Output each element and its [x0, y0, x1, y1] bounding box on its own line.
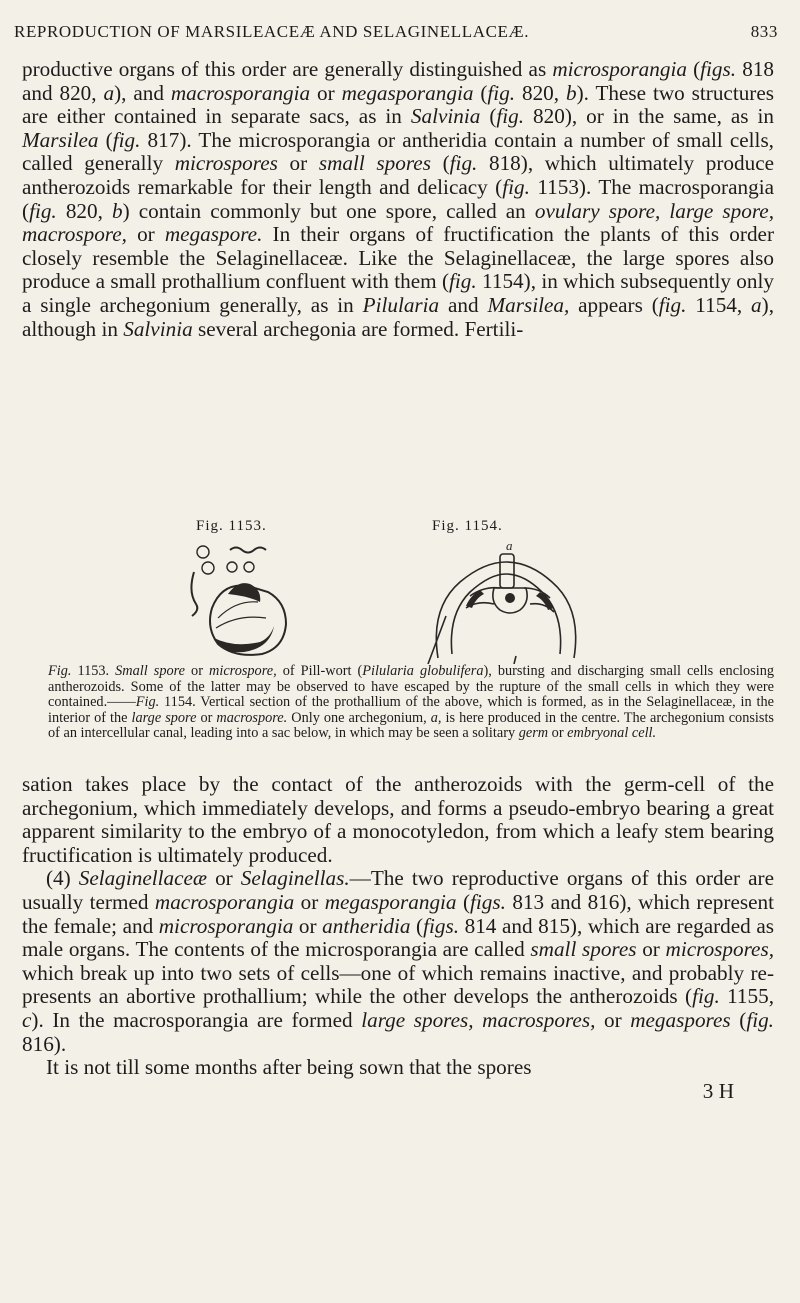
figure-1154-label: Fig. 1154.	[432, 518, 503, 534]
figure-caption: Fig. 1153. Small spore or microspore, of Pill-wort (Pilularia globulifera), bursting and discharging small cells enclosing antherozoids. Some of the latter may be observed to have escaped by the rupture of the small cells in which they were contained.——Fig. 1154. Vertical section of the prothallium of the above, which is formed, as in the Selaginellaceæ, in the interior of the large spore or macrospore. Only one archegonium, a, is here produced in the centre. The archegonium consists of an intercellular canal, leading into a sac below, in which may be seen a solitary germ or embryonal cell.	[48, 663, 774, 742]
microspore-illustration	[191, 546, 286, 655]
paragraph-marsileaceae: productive organs of this order are generally distinguished as microsporangia (figs. 818 and 820, a), and macrosporangia or megasporangia (fig. 820, b). These two structures are either contained in separate sacs, as in Salvinia (fig. 820), or in the same, as in Marsilea (fig. 817). The microsporangia or antheridia contain a number of small cells, called generally microspores or small spores (fig. 818), which ultimately produce antherozoids remarkable for their length and delicacy (fig. 1153). The macrosporangia (fig. 820, b) contain commonly but one spore, called an ovulary spore, large spore, macrospore, or megaspore. In their organs of fructification the plants of this order closely resemble the Selaginellaceæ. Like the Selaginellaceæ, the large spores also produce a small prothallium confluent with them (fig. 1154), in which subsequently only a single archegonium generally, as in Pilularia and Marsilea, appears (fig. 1154, a), although in Salvinia several archegonia are formed. Fertili-	[22, 57, 775, 341]
figure-1154-prothallium	[420, 536, 590, 664]
label-a: a	[506, 538, 513, 553]
prothallium-illustration	[428, 554, 576, 664]
running-title: REPRODUCTION OF MARSILEACEÆ AND SELAGINELLACEÆ.	[14, 22, 530, 41]
figure-1153-label: Fig. 1153.	[196, 518, 267, 534]
signature-mark: 3 H	[702, 1078, 734, 1103]
figure-1153-microspore	[188, 542, 310, 660]
page-number: 833	[750, 22, 778, 41]
paragraph-selaginellaceae: sation takes place by the contact of the antherozoids with the germ-cell of the archegonium, which immediately develops, and forms a pseudo-embryo bearing a great apparent similarity to the embryo of a monocotyledon, from which a leafy stem bearing fructification is ultimately produced. (4) Selaginellaceæ or Selaginellas.—The two reproductive organs of this order are usually termed macrosporangia or megasporangia (figs. 813 and 816), which represent the female; and microsporangia or antheridia (figs. 814 and 815), which are regarded as male organs. The contents of the microsporangia are called small spores or microspores, which break up into two sets of cells—one of which remains inactive, and probably represents an abortive prothallium; while the other develops the antherozoids (fig. 1155, c). In the macrosporangia are formed large spores, macrospores, or megaspores (fig. 816). It is not till some months after being sown that the spores 3 H	[22, 772, 775, 1103]
page-header	[14, 14, 778, 48]
archegonium-shading	[466, 590, 554, 610]
